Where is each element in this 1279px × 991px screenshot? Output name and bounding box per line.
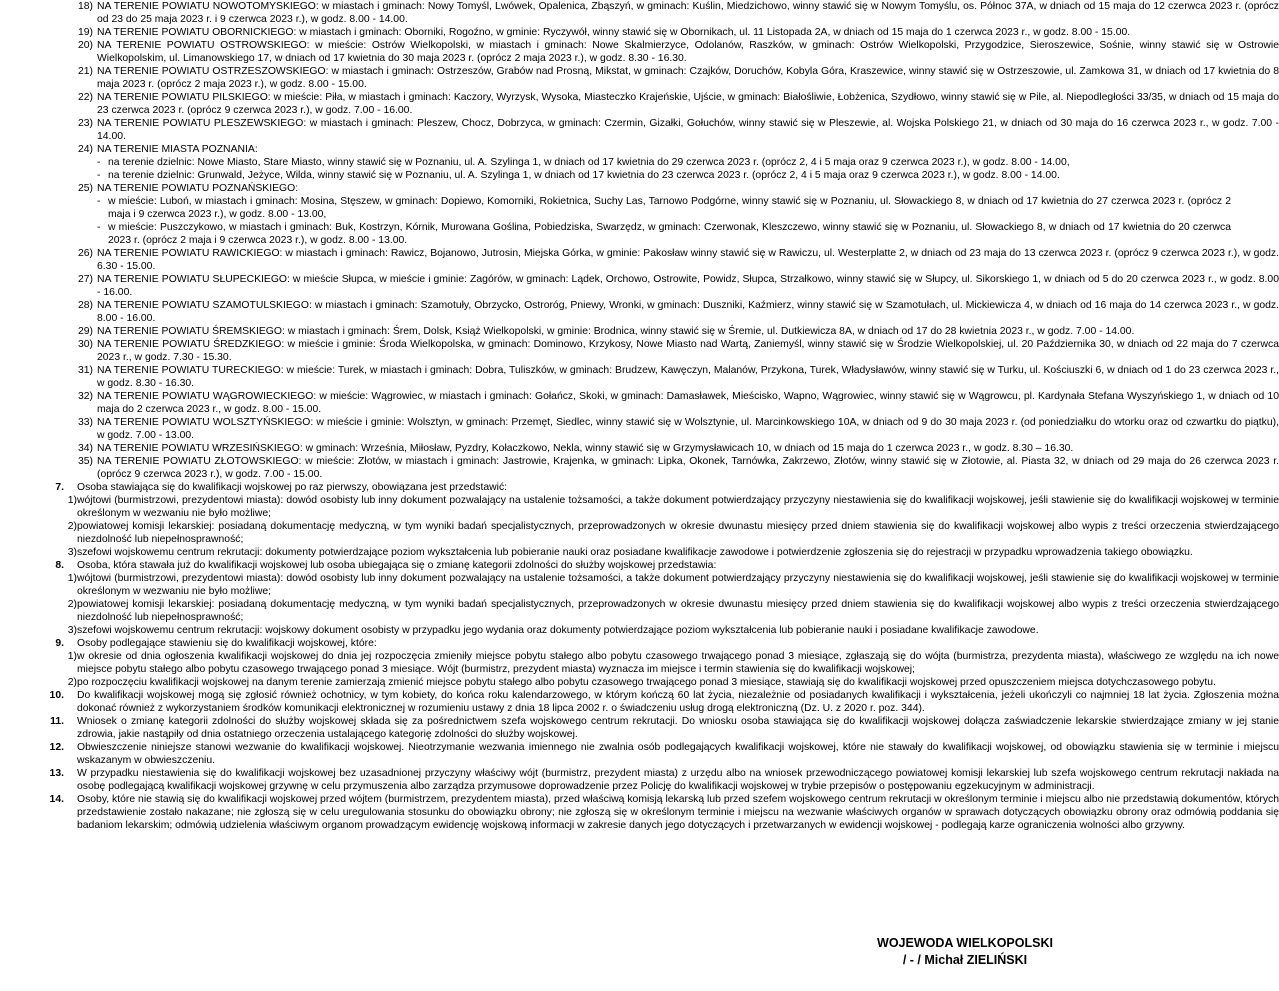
clause <box>0 741 1279 767</box>
district-text: NA TERENIE POWIATU OSTROWSKIEGO: w mieście: Ostrów Wielkopolski, w miastach i gminach: Nowe Skalmierzyce, Odolanów, Raszków, w gminach: Ostrów Wielkopolski, Przygodzice, Sieroszewice, Sośnie, winny stawić się w Ostrowie Wielkopolskim, ul. Limanowskiego 17, w dniach od 17 kwietnia do 30 maja 2023 r. (oprócz 2 maja 2023 r.), w godz. 8.30 - 16.30. <box>97 40 1279 64</box>
district-subentry <box>97 221 1231 247</box>
district-number: 20) <box>77 40 93 51</box>
district-entry <box>0 299 1279 325</box>
clause-row <box>0 741 1279 767</box>
subclause-text: wójtowi (burmistrzowi, prezydentowi miasta): dowód osobisty lub inny dokument pozwalający na ustalenie tożsamości, a także dokument potwierdzający przyczyny niestawienia się do kwalifikacji wojskowej, jeśli stawienie się do kwalifikacji wojskowej w terminie określonym w wezwaniu nie było możliwe; <box>77 573 1279 597</box>
district-text: NA TERENIE MIASTA POZNANIA: <box>97 144 258 155</box>
subclause-row <box>0 598 1279 624</box>
signatory-name: / - / Michał ZIELIŃSKI <box>902 953 1028 967</box>
district-number: 27) <box>77 274 93 285</box>
subclause-text: wójtowi (burmistrzowi, prezydentowi miasta): dowód osobisty lub inny dokument pozwalający na ustalenie tożsamości, a także dokument potwierdzający przyczyny niestawienia się do kwalifikacji wojskowej, jeśli stawienie się do kwalifikacji wojskowej w terminie określonym w wezwaniu nie było możliwe; <box>77 495 1279 519</box>
district-entry <box>0 442 1279 455</box>
district-row <box>0 299 1279 325</box>
numbered-clauses <box>0 481 1279 832</box>
district-entry <box>0 325 1279 338</box>
subclause-text: w okresie od dnia ogłoszenia kwalifikacji wojskowej do dnia jej rozpoczęcia zmieniły miejsce pobytu stałego albo pobytu czasowego trwającego ponad 3 miesiące, zgłaszają się do wójta (burmistrza, prezydenta miasta), właściwego ze względu na ich nowe miejsce pobytu stałego albo pobytu czasowego trwającego ponad 3 miesiące. Wójt (burmistrz, prezydent miasta) wyznacza im miejsce i termin stawienia się do kwalifikacji wojskowej; <box>77 651 1279 675</box>
subclause-text: po rozpoczęciu kwalifikacji wojskowej na danym terenie zamierzają zmienić miejsce pobytu stałego albo pobytu czasowego trwającego ponad 3 miesiące, stawiają się do kwalifikacji wojskowej przed opuszczeniem miejsca dotychczasowego pobytu. <box>77 677 1216 688</box>
district-entry <box>0 338 1279 364</box>
district-text: NA TERENIE POWIATU SŁUPECKIEGO: w mieście Słupca, w mieście i gminie: Zagórów, w gminach: Lądek, Orchowo, Ostrowite, Powidz, Słupca, Strzałkowo, winny stawić się w Słupcy, ul. Sikorskiego 1, w dniach od 5 do 20 czerwca 2023 r., w godz. 8.00 - 16.00. <box>97 274 1279 298</box>
subclause-text: powiatowej komisji lekarskiej: posiadaną dokumentację medyczną, w tym wyniki badań specjalistycznych, przeprowadzonych w okresie dwunastu miesięcy przed dniem stawienia się do kwalifikacji wojskowej albo wypis z treści orzeczenia stwierdzającego niezdolność lub niepełnosprawność; <box>77 521 1279 545</box>
clause-row <box>0 637 1279 650</box>
subclause-number: 1) <box>67 651 77 662</box>
dash-bullet: - <box>97 222 101 233</box>
district-entry <box>0 26 1279 39</box>
district-number: 24) <box>77 144 93 155</box>
subclause-number: 3) <box>67 625 77 636</box>
clause-text: Osoba stawiająca się do kwalifikacji wojskowej po raz pierwszy, obowiązana jest przedstawić: <box>77 482 508 493</box>
subclause-row <box>0 546 1279 559</box>
district-row <box>0 416 1279 442</box>
district-row <box>0 0 1279 26</box>
district-number: 23) <box>77 118 93 129</box>
district-row <box>0 143 1279 156</box>
district-subentry-text: na terenie dzielnic: Grunwald, Jeżyce, Wilda, winny stawić się w Poznaniu, ul. A. Szylinga 1, w dniach od 17 kwietnia do 23 czerwca 2023 r. (oprócz 2, 4 i 5 maja oraz 9 czerwca 2023 r.), w godz. 8.00 - 14.00. <box>108 170 1060 181</box>
district-number: 31) <box>77 365 93 376</box>
subclause-row <box>0 494 1279 520</box>
subclause-text: szefowi wojskowemu centrum rekrutacji: dokumenty potwierdzające poziom wykształcenia lub pobieranie nauki oraz posiadane kwalifikacje zawodowe i potwierdzenie zgłoszenia się do rejestracji w przypadku wprowadzenia takiego obowiązku. <box>77 547 1193 558</box>
district-subentry <box>97 195 1231 221</box>
signature-block <box>830 935 1100 969</box>
district-number: 29) <box>77 326 93 337</box>
district-number: 30) <box>77 339 93 350</box>
district-row <box>0 455 1279 481</box>
district-row <box>0 325 1279 338</box>
clause-row <box>0 767 1279 793</box>
district-number: 21) <box>77 66 93 77</box>
subclause-number: 2) <box>67 599 77 610</box>
clause-text: Osoba, która stawała już do kwalifikacji wojskowej lub osoba ubiegająca się o zmianę kategorii zdolności do służby wojskowej przedstawia: <box>77 560 717 571</box>
district-number: 33) <box>77 417 93 428</box>
district-text: NA TERENIE POWIATU WOLSZTYŃSKIEGO: w mieście i gminie: Wolsztyn, w gminach: Przemęt, Siedlec, winny stawić się w Wolsztynie, ul. Marcinkowskiego 10A, w dniach od 9 do 30 maja 2023 r. (od poniedziałku do wtorku oraz od czwartku do piątku), w godz. 7.00 - 13.00. <box>97 417 1279 441</box>
subclause-text: szefowi wojskowemu centrum rekrutacji: wojskowy dokument osobisty w przypadku jego wydania oraz dokumenty potwierdzające poziom wykształcenia lub pobieranie nauki i posiadane kwalifikacje zawodowe. <box>77 625 1039 636</box>
clause-row <box>0 715 1279 741</box>
clause <box>0 689 1279 715</box>
district-list <box>0 0 1279 481</box>
district-number: 35) <box>77 456 93 467</box>
district-entry <box>0 117 1279 143</box>
district-entry <box>0 416 1279 442</box>
district-number: 22) <box>77 92 93 103</box>
district-entry <box>0 91 1279 117</box>
clause-number: 9. <box>55 638 64 649</box>
district-text: NA TERENIE POWIATU OBORNICKIEGO: w miastach i gminach: Oborniki, Rogoźno, w gminie: Ryczywół, winny stawić się w Obornikach, ul. 11 Listopada 2A, w dniach od 15 maja do 1 czerwca 2023 r., w godz. 8.00 - 15.00. <box>97 27 1131 38</box>
district-number: 19) <box>77 27 93 38</box>
district-entry <box>0 455 1279 481</box>
district-entry <box>0 143 1279 182</box>
district-text: NA TERENIE POWIATU RAWICKIEGO: w miastach i gminach: Rawicz, Bojanowo, Jutrosin, Miejska Górka, w gminie: Pakosław winny stawić się w Rawiczu, ul. Westerplatte 2, w dniach od 23 maja do 13 czerwca 2023 r. (oprócz 9 czerwca 2023 r.), w godz. 6.30 - 15.00. <box>97 248 1279 272</box>
clause-row <box>0 559 1279 572</box>
district-row <box>0 39 1279 65</box>
clause <box>0 715 1279 741</box>
clause-row <box>0 481 1279 494</box>
clause-number: 7. <box>55 482 64 493</box>
district-text: NA TERENIE POWIATU TURECKIEGO: w mieście: Turek, w miastach i gminach: Dobra, Tuliszków, w gminach: Brudzew, Kawęczyn, Malanów, Przykona, Turek, Władysławów, winny stawić się w Turku, ul. Kościuszki 6, w dniach od 1 do 23 czerwca 2023 r., w godz. 8.30 - 16.30. <box>97 365 1279 389</box>
subclause-number: 3) <box>67 547 77 558</box>
subclause-row <box>0 572 1279 598</box>
clause-text: Osoby, które nie stawią się do kwalifikacji wojskowej przed wójtem (burmistrzem, prezydentem miasta), przed właściwą komisją lekarską lub przed szefem wojskowego centrum rekrutacji w określonym terminie i miejscu albo nie przedstawią dokumentów, których przedstawienie zostało nakazane; nie zgłoszą się w celu uregulowania stosunku do obowiązku obrony; nie zgłoszą się w określonym terminie i miejscu na wezwanie właściwych organów w sprawach dotyczących obowiązku obrony oraz odmówią poddania się badaniom lekarskim; odmówią udzielenia właściwym organom prowadzącym ewidencję wojskową informacji w zakresie danych jego dotyczących i przetwarzanych w ewidencji wojskowej - podlegają karze ograniczenia wolności albo grzywny. <box>77 794 1279 831</box>
district-entry <box>0 65 1279 91</box>
clause-number: 12. <box>49 742 64 753</box>
clause-number: 13. <box>49 768 64 779</box>
district-number: 28) <box>77 300 93 311</box>
district-row <box>0 247 1279 273</box>
clause-text: W przypadku niestawienia się do kwalifikacji wojskowej bez uzasadnionej przyczyny właściwy wójt (burmistrz, prezydent miasta) z urzędu albo na wniosek przewodniczącego powiatowej komisji lekarskiej lub szefa wojskowego centrum rekrutacji nakłada na osobę podlegającą kwalifikacji wojskowej grzywnę w celu przymuszenia albo zarządza przymusowe doprowadzenie przez Policję do kwalifikacji wojskowej w trybie przepisów o postępowaniu egzekucyjnym w administracji. <box>77 768 1279 792</box>
district-text: NA TERENIE POWIATU POZNAŃSKIEGO: <box>97 183 299 194</box>
subclause-number: 1) <box>67 573 77 584</box>
district-entry <box>0 364 1279 390</box>
signatory-title: WOJEWODA WIELKOPOLSKI <box>877 936 1053 950</box>
district-text: NA TERENIE POWIATU OSTRZESZOWSKIEGO: w miastach i gminach: Ostrzeszów, Grabów nad Prosną, Mikstat, w gminach: Czajków, Doruchów, Kobyla Góra, Kraszewice, winny stawić się w Ostrzeszowie, ul. Zamkowa 31, w dniach od 17 kwietnia do 8 maja 2023 r. (oprócz 2 maja 2023 r.), w godz. 8.00 - 15.00. <box>97 66 1279 90</box>
district-row <box>0 91 1279 117</box>
district-subentry <box>97 156 1231 169</box>
subclause-row <box>0 676 1279 689</box>
district-text: NA TERENIE POWIATU PLESZEWSKIEGO: w miastach i gminach: Pleszew, Chocz, Dobrzyca, w gminach: Czermin, Gizałki, Gołuchów, winny stawić się w Pleszewie, al. Wojska Polskiego 21, w dniach od 30 maja do 16 czerwca 2023 r., w godz. 7.00 - 14.00. <box>97 118 1279 142</box>
district-entry <box>0 390 1279 416</box>
district-entry <box>0 247 1279 273</box>
district-text: NA TERENIE POWIATU ŚREDZKIEGO: w mieście i gminie: Środa Wielkopolska, w gminach: Dominowo, Krzykosy, Nowe Miasto nad Wartą, Zaniemyśl, winny stawić się w Środzie Wielkopolskiej, ul. 20 Października 30, w dniach od 22 maja do 7 czerwca 2023 r., w godz. 7.30 - 15.30. <box>97 339 1279 363</box>
clause-row <box>0 793 1279 832</box>
subclause-number: 2) <box>67 677 77 688</box>
district-text: NA TERENIE POWIATU WĄGROWIECKIEGO: w mieście: Wągrowiec, w miastach i gminach: Gołańcz, Skoki, w gminach: Damasławek, Mieścisko, Wapno, Wągrowiec, winny stawić się w Wągrowcu, pl. Kardynała Stefana Wyszyńskiego 1, w dniach od 10 maja do 2 czerwca 2023 r., w godz. 8.00 - 15.00. <box>97 391 1279 415</box>
dash-bullet: - <box>97 157 101 168</box>
district-subentry-text: w mieście: Luboń, w miastach i gminach: Mosina, Stęszew, w gminach: Dopiewo, Komorniki, Rokietnica, Suchy Las, Tarnowo Podgórne, winny stawić się w Poznaniu, ul. Słowackiego 8, w dniach od 17 kwietnia do 27 czerwca 2023 r. (oprócz 2 maja i 9 czerwca 2023 r.), w godz. 8.00 - 13.00, <box>108 196 1231 220</box>
dash-bullet: - <box>97 170 101 181</box>
district-number: 34) <box>77 443 93 454</box>
clause-text: Obwieszczenie niniejsze stanowi wezwanie do kwalifikacji wojskowej. Nieotrzymanie wezwania imiennego nie zwalnia osób podlegających kwalifikacji wojskowej, które nie stawały do kwalifikacji wojskowej, od obowiązku stawienia się w terminie i miejscu wskazanym w obwieszczeniu. <box>77 742 1279 766</box>
district-number: 26) <box>77 248 93 259</box>
clause-text: Osoby podlegające stawieniu się do kwalifikacji wojskowej, które: <box>77 638 377 649</box>
district-number: 32) <box>77 391 93 402</box>
district-text: NA TERENIE POWIATU PILSKIEGO: w mieście: Piła, w miastach i gminach: Kaczory, Wyrzysk, Wysoka, Miasteczko Krajeńskie, Ujście, w gminach: Białośliwie, Łobżenica, Szydłowo, winny stawić się w Pile, al. Niepodległości 33/35, w dniach od 15 maja do 23 czerwca 2023 r. (oprócz 9 czerwca 2023 r.), w godz. 7.00 - 16.00. <box>97 92 1279 116</box>
subclause-number: 1) <box>67 495 77 506</box>
district-text: NA TERENIE POWIATU NOWOTOMYSKIEGO: w miastach i gminach: Nowy Tomyśl, Lwówek, Opalenica, Zbąszyń, w gminach: Kuślin, Miedzichowo, winny stawić się w Nowym Tomyślu, os. Północ 37A, w dniach od 15 maja do 12 czerwca 2023 r. (oprócz od 23 do 25 maja 2023 r. i 9 czerwca 2023 r.), w godz. 8.00 - 14.00. <box>97 1 1279 25</box>
district-subentries <box>0 156 1231 182</box>
district-row <box>0 364 1279 390</box>
district-text: NA TERENIE POWIATU WRZESIŃSKIEGO: w gminach: Września, Miłosław, Pyzdry, Kołaczkowo, Nekla, winny stawić się w Grzymysławicach 10, w dniach od 15 maja do 1 czerwca 2023 r., w godz. 8.30 – 16.30. <box>97 443 1074 454</box>
district-row <box>0 182 1279 195</box>
clause <box>0 793 1279 832</box>
district-subentry <box>97 169 1231 182</box>
district-row <box>0 26 1279 39</box>
clause-number: 10. <box>49 690 64 701</box>
subclause-text: powiatowej komisji lekarskiej: posiadaną dokumentację medyczną, w tym wyniki badań specjalistycznych, przeprowadzonych w okresie dwunastu miesięcy przed dniem stawienia się do kwalifikacji wojskowej albo wypis z treści orzeczenia stwierdzającego niezdolność lub niepełnosprawność; <box>77 599 1279 623</box>
subclause-number: 2) <box>67 521 77 532</box>
clause-text: Wniosek o zmianę kategorii zdolności do służby wojskowej składa się za pośrednictwem szefa wojskowego centrum rekrutacji. Do wniosku osoba stawiająca się do kwalifikacji wojskowej dołącza zaświadczenie lekarskie stwierdzające zmiany w jej stanie zdrowia, jakie nastąpiły od dnia ostatniego orzeczenia ustalającego kategorię zdolności do służby wojskowej. <box>77 716 1279 740</box>
district-row <box>0 273 1279 299</box>
subclause-row <box>0 650 1279 676</box>
clause <box>0 559 1279 637</box>
clause <box>0 481 1279 559</box>
subclause-row <box>0 624 1279 637</box>
district-text: NA TERENIE POWIATU SZAMOTULSKIEGO: w miastach i gminach: Szamotuły, Obrzycko, Ostroróg, Pniewy, Wronki, w gminach: Duszniki, Kaźmierz, winny stawić się w Szamotułach, ul. Mickiewicza 4, w dniach od 16 maja do 14 czerwca 2023 r., w godz. 8.00 - 16.00. <box>97 300 1279 324</box>
district-entry <box>0 39 1279 65</box>
district-entry <box>0 182 1279 247</box>
district-subentry-text: w mieście: Puszczykowo, w miastach i gminach: Buk, Kostrzyn, Kórnik, Murowana Goślina, Pobiedziska, Swarzędz, w gminach: Czerwonak, Kleszczewo, winny stawić się w Poznaniu, ul. Słowackiego 8, w dniach od 17 kwietnia do 20 czerwca 2023 r. (oprócz 2 maja i 9 czerwca 2023 r.), w godz. 8.00 - 13.00. <box>108 222 1231 246</box>
district-text: NA TERENIE POWIATU ŚREMSKIEGO: w miastach i gminach: Śrem, Dolsk, Książ Wielkopolski, w gminie: Brodnica, winny stawić się w Śremie, ul. Dutkiewicza 8A, w dniach od 17 do 28 kwietnia 2023 r., w godz. 7.00 - 14.00. <box>97 326 1135 337</box>
district-row <box>0 442 1279 455</box>
district-row <box>0 117 1279 143</box>
district-number: 18) <box>77 1 93 12</box>
dash-bullet: - <box>97 196 101 207</box>
clause-text: Do kwalifikacji wojskowej mogą się zgłosić również ochotnicy, w tym kobiety, do końca roku kalendarzowego, w którym kończą 60 lat życia, niezależnie od posiadanych kwalifikacji i wykształcenia, jeżeli ukończyli co najmniej 18 lat życia. Zgłoszenia można dokonać również z wykorzystaniem środków komunikacji elektronicznej w rozumieniu ustawy z dnia 18 lipca 2002 r. o świadczeniu usług drogą elektroniczną (Dz. U. z 2020 r. poz. 344). <box>77 690 1279 714</box>
clause <box>0 637 1279 689</box>
clause-number: 8. <box>55 560 64 571</box>
clause <box>0 767 1279 793</box>
clause-number: 14. <box>49 794 64 805</box>
district-entry <box>0 0 1279 26</box>
district-number: 25) <box>77 183 93 194</box>
district-row <box>0 65 1279 91</box>
district-subentry-text: na terenie dzielnic: Nowe Miasto, Stare Miasto, winny stawić się w Poznaniu, ul. A. Szylinga 1, w dniach od 17 kwietnia do 29 czerwca 2023 r. (oprócz 2, 4 i 5 maja oraz 9 czerwca 2023 r.), w godz. 8.00 - 14.00, <box>108 157 1070 168</box>
district-row <box>0 338 1279 364</box>
district-subentries <box>0 195 1231 247</box>
clause-row <box>0 689 1279 715</box>
district-row <box>0 390 1279 416</box>
clause-number: 11. <box>50 716 64 727</box>
subclause-row <box>0 520 1279 546</box>
district-entry <box>0 273 1279 299</box>
district-text: NA TERENIE POWIATU ZŁOTOWSKIEGO: w mieście: Złotów, w miastach i gminach: Jastrowie, Krajenka, w gminach: Lipka, Okonek, Tarnówka, Zakrzewo, Złotów, winny stawić się w Złotowie, al. Piasta 32, w dniach od 29 maja do 26 czerwca 2023 r. (oprócz 9 czerwca 2023 r.), w godz. 7.00 - 15.00. <box>97 456 1279 480</box>
